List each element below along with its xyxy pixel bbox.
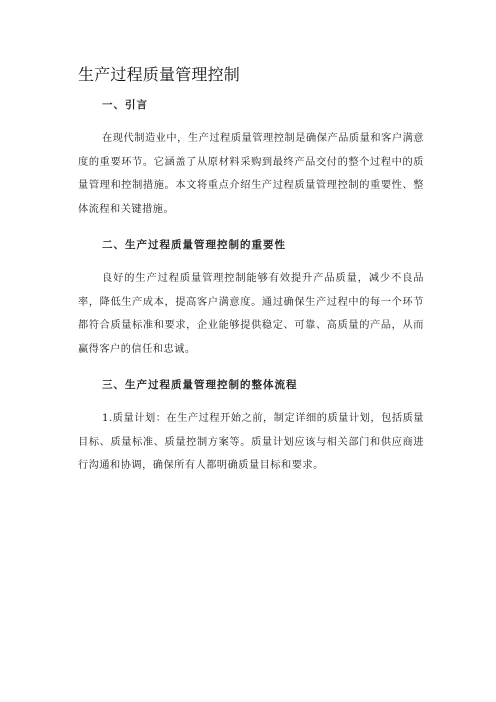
document-title: 生产过程质量管理控制: [78, 65, 241, 84]
section-heading-introduction: 一、引言: [102, 99, 148, 111]
section-heading-importance: 二、生产过程质量管理控制的重要性: [102, 239, 286, 251]
section-heading-process: 三、生产过程质量管理控制的整体流程: [102, 379, 298, 391]
section-paragraph-importance: 良好的生产过程质量管理控制能够有效提升产品质量，减少不良品率，降低生产成本，提高客户满意度。通过确保生产过程中的每一个环节都符合质量标准和要求，企业能够提供稳定、可靠、高质量的产品，从而赢得客户的信任和忠诚。: [78, 273, 424, 355]
section-paragraph-quality-plan: 1.质量计划：在生产过程开始之前，制定详细的质量计划，包括质量目标、质量标准、质量控制方案等。质量计划应该与相关部门和供应商进行沟通和协调，确保所有人都明确质量目标和要求。: [78, 413, 424, 471]
section-paragraph-introduction: 在现代制造业中，生产过程质量管理控制是确保产品质量和客户满意度的重要环节。它涵盖了从原材料采购到最终产品交付的整个过程中的质量管理和控制措施。本文将重点介绍生产过程质量管理控制的重要性、整体流程和关键措施。: [78, 133, 424, 215]
